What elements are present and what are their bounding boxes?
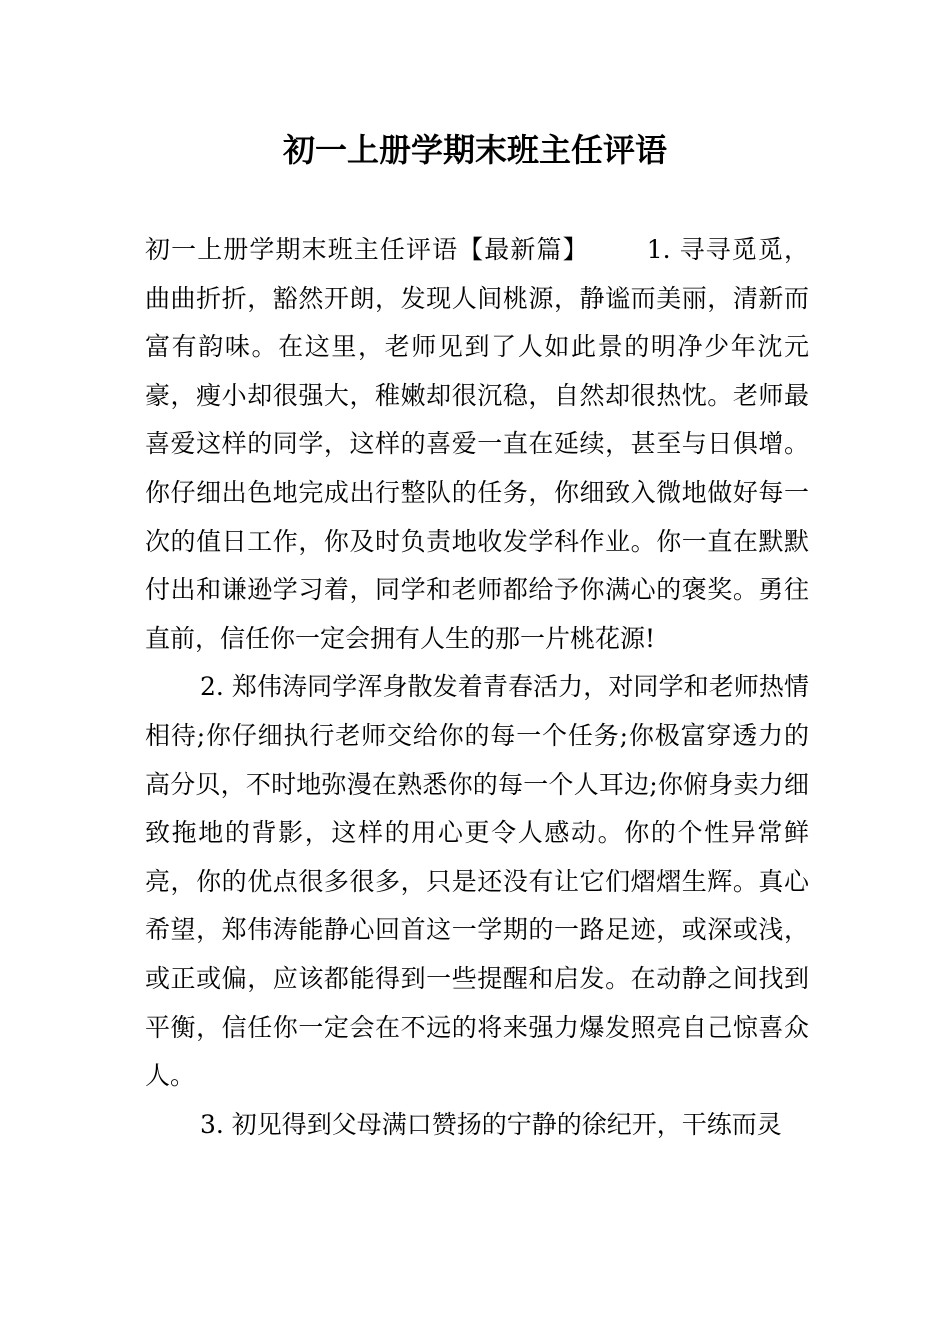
- document-title: 初一上册学期末班主任评语: [282, 131, 667, 169]
- document-body: [145, 226, 809, 1149]
- paragraph-1-text: 1. 寻寻觅觅，曲曲折折，豁然开朗，发现人间桃源，静谧而美丽，清新而富有韵味。在这里，老师见到了人如此景的明净少年沈元豪，瘦小却很强大，稚嫩却很沉稳，自然却很热忱。老师最喜爱这样的同学，这样的喜爱一直在延续，甚至与日俱增。你仔细出色地完成出行整队的任务，你细致入微地做好每一次的值日工作，你及时负责地收发学科作业。你一直在默默付出和谦逊学习着，同学和老师都给予你满心的褒奖。勇往直前，信任你一定会拥有人生的那一片桃花源!: [145, 235, 809, 653]
- paragraph-1: [145, 226, 809, 663]
- paragraph-1-lead: 初一上册学期末班主任评语【最新篇】: [145, 235, 589, 264]
- paragraph-3: 3. 初见得到父母满口赞扬的宁静的徐纪开，干练而灵: [200, 1109, 782, 1139]
- paragraph-2: 2. 郑伟涛同学浑身散发着青春活力，对同学和老师热情相待;你仔细执行老师交给你的每一个任务;你极富穿透力的高分贝，不时地弥漫在熟悉你的每一个人耳边;你俯身卖力细致拖地的背影，这样的用心更令人感动。你的个性异常鲜亮，你的优点很多很多，只是还没有让它们熠熠生辉。真心希望，郑伟涛能静心回首这一学期的一路足迹，或深或浅，或正或偏，应该都能得到一些提醒和启发。在动静之间找到平衡，信任你一定会在不远的将来强力爆发照亮自己惊喜众人。: [145, 672, 809, 1091]
